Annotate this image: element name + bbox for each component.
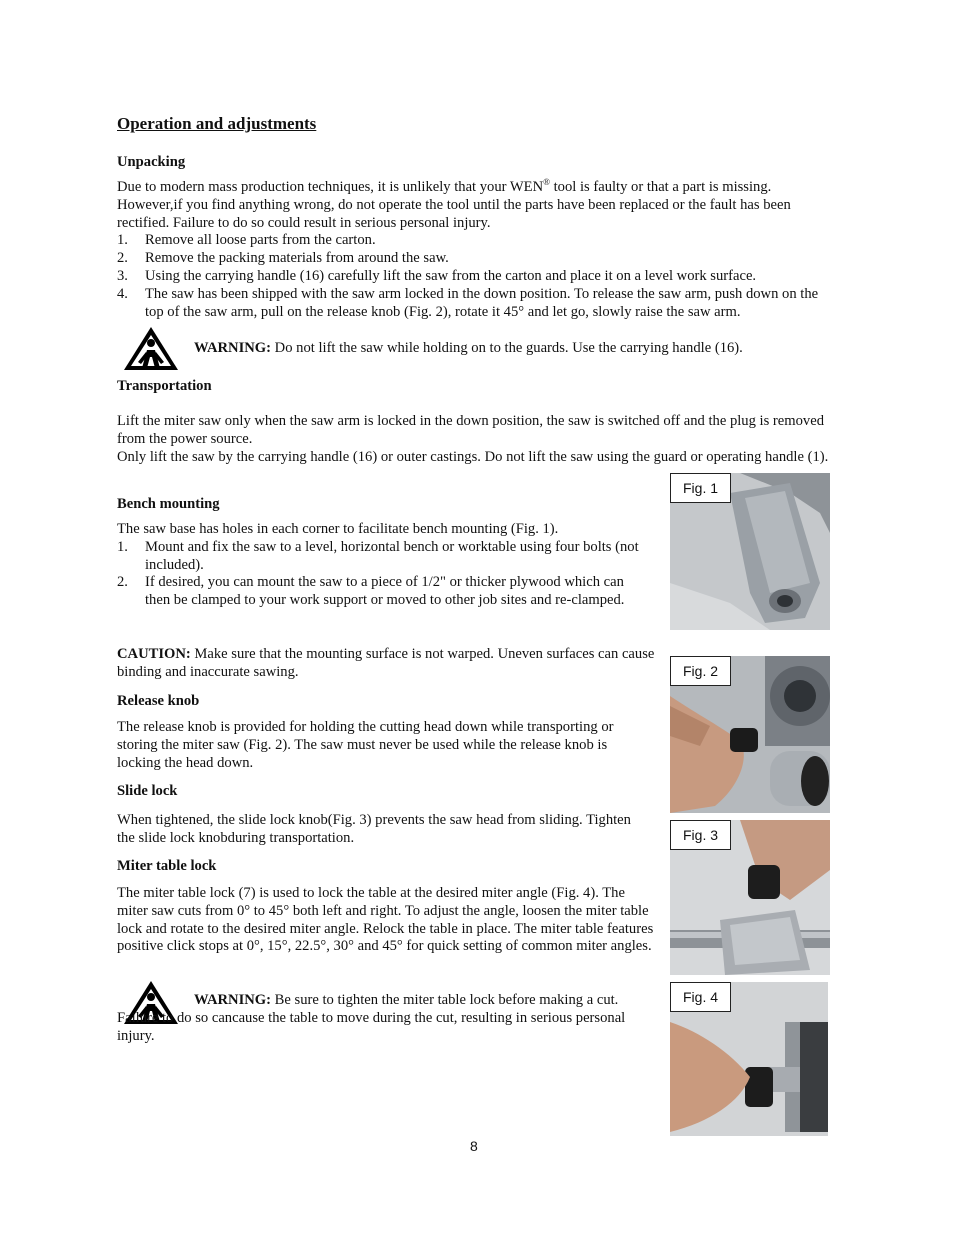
- list-item: 4. The saw has been shipped with the saw arm locked in the down position. To release the saw arm, push down on the top of the saw arm, pull on the release knob (Fig. 2), rotate it 45° and let go, slowly raise the saw arm.: [117, 285, 819, 320]
- figure-label: Fig. 2: [670, 656, 731, 686]
- bench-steps: [117, 539, 647, 610]
- warning-unpacking: WARNING: Do not lift the saw while holding on to the guards. Use the carrying handle (16).: [194, 340, 743, 356]
- figure-label: Fig. 3: [670, 820, 731, 850]
- page-title: Operation and adjustments: [117, 114, 317, 133]
- list-item: 2. Remove the packing materials from around the saw.: [117, 250, 449, 267]
- bench-text: The saw base has holes in each corner to facilitate bench mounting (Fig. 1). 1. Mount and fix the saw to a level, horizontal bench or worktable using four bolts (not included). 2. If desired, you can mount the saw to a piece of 1/2" or thicker plywood which can then be clamped to your work support or moved to other job sites and re-clamped.: [117, 521, 647, 610]
- warning-miter: WARNING: Be sure to tighten the miter table lock before making a cut. Failure to do so cancause the table to move during the cut, resulting in serious personal injury.: [117, 992, 626, 1044]
- unpacking-steps: [117, 232, 829, 321]
- figure-4-photo: [670, 982, 828, 1136]
- release-text: The release knob is provided for holding the cutting head down while transporting or storing the miter saw (Fig. 2). The saw must never be used while the release knob is locking the head down.: [117, 719, 614, 771]
- bench-caution: CAUTION: Make sure that the mounting surface is not warped. Uneven surfaces can cause binding and inaccurate sawing.: [117, 646, 655, 680]
- warning-person-icon: [122, 326, 180, 372]
- bench-heading: Bench mounting: [117, 496, 220, 512]
- figure-3-photo: [670, 820, 830, 975]
- list-item: 1. Remove all loose parts from the carton.: [117, 232, 376, 249]
- slide-heading: Slide lock: [117, 783, 178, 799]
- list-item: 3. Using the carrying handle (16) carefully lift the saw from the carton and place it on a level work surface.: [117, 267, 757, 284]
- figure-2-photo: [670, 656, 830, 813]
- miter-text: The miter table lock (7) is used to lock the table at the desired miter angle (Fig. 4). The miter saw cuts from 0° to 45° both left and right. To adjust the angle, loosen the miter table lock and rotate to the desired miter angle. Relock the table in place. The miter table features positive click stops at 0°, 15°, 22.5°, 30° and 45° for quick setting of common miter angles.: [117, 885, 654, 955]
- transportation-text: Lift the miter saw only when the saw arm is locked in the down position, the saw is switched off and the plug is removed from the power source. Only lift the saw by the carrying handle (16) or outer castings. Do not lift the saw using the guard or operating handle (1).: [117, 413, 829, 465]
- registered-mark: ®: [543, 177, 550, 188]
- slide-text: When tightened, the slide lock knob(Fig. 3) prevents the saw head from sliding. Tighten the slide lock knobduring transportation.: [117, 812, 631, 846]
- release-heading: Release knob: [117, 693, 200, 709]
- unpacking-heading: Unpacking: [117, 154, 186, 170]
- transportation-heading: Transportation: [117, 378, 212, 394]
- page-number: 8: [470, 1138, 478, 1154]
- list-item: 2. If desired, you can mount the saw to a piece of 1/2" or thicker plywood which can then be clamped to your work support or moved to other job sites and re-clamped.: [117, 574, 625, 609]
- miter-heading: Miter table lock: [117, 858, 217, 874]
- figure-label: Fig. 4: [670, 982, 731, 1012]
- unpacking-intro: Due to modern mass production techniques, it is unlikely that your WEN® tool is faulty or that a part is missing. However,if you find anything wrong, do not operate the tool until the parts have been replaced or the fault has been rectified. Failure to do so could result in serious personal injury. 1. Remove all loose parts from the carton. 2. Remove the packing materials from around the saw. 3. Using the carrying handle (16) carefully lift the saw from the carton and place it on a level work surface. 4. The saw has been shipped with the saw arm locked in the down position. To release the saw arm, push down on the top of the saw arm, pull on the release knob (Fig. 2), rotate it 45° and let go, slowly raise the saw arm.: [117, 179, 829, 321]
- figure-1-photo: [670, 473, 830, 630]
- list-item: 1. Mount and fix the saw to a level, horizontal bench or worktable using four bolts (not included).: [117, 538, 639, 573]
- figure-label: Fig. 1: [670, 473, 731, 503]
